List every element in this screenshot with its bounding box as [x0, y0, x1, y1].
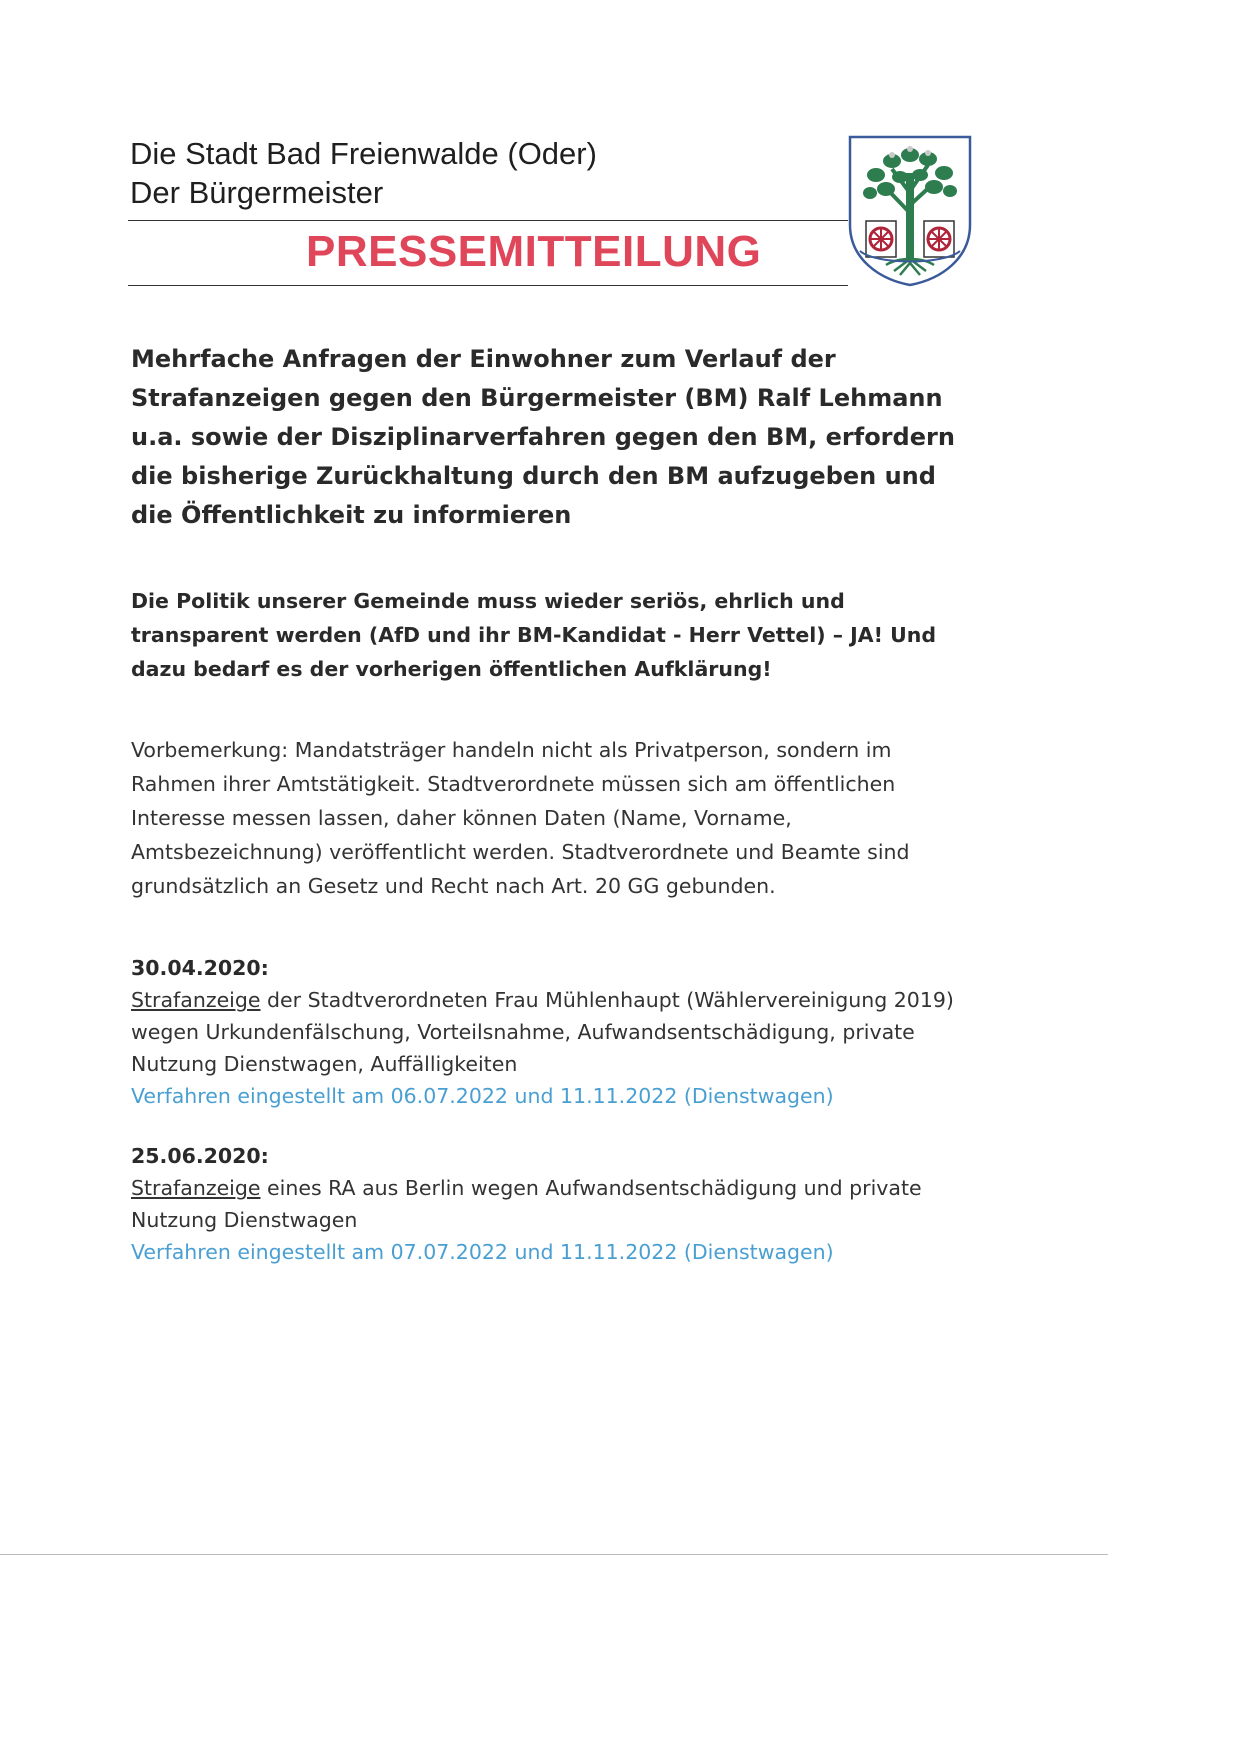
subheadline: Die Politik unserer Gemeinde muss wieder seriös, ehrlich und transparent werden (AfD und ihr BM-Kandidat - Herr Vettel) – JA! Und dazu bedarf es der vorherigen öffentlichen Aufklärung!	[131, 589, 937, 681]
entry-date: 30.04.2020:	[131, 956, 269, 980]
entry-description	[131, 984, 981, 1080]
page-edge-rule	[0, 1554, 1108, 1555]
entry-text: der Stadtverordneten Frau Mühlenhaupt (Wählervereinigung 2019) wegen Urkundenfälschung, Vorteilsnahme, Aufwandsentschädigung, private Nutzung Dienstwagen, Auffälligkeiten	[131, 988, 954, 1076]
header-rule-bottom	[128, 285, 848, 286]
coat-of-arms-icon	[846, 133, 974, 288]
entry-description	[131, 1172, 981, 1236]
timeline-entry	[131, 1140, 981, 1268]
entry-label: Strafanzeige	[131, 1176, 261, 1200]
timeline-entry	[131, 952, 981, 1112]
header-rule-top	[128, 220, 848, 221]
entry-text: eines RA aus Berlin wegen Aufwandsentschädigung und private Nutzung Dienstwagen	[131, 1176, 922, 1232]
org-name: Die Stadt Bad Freienwalde (Oder)	[130, 136, 597, 171]
entry-status: Verfahren eingestellt am 07.07.2022 und 11.11.2022 (Dienstwagen)	[131, 1240, 834, 1264]
entry-status: Verfahren eingestellt am 06.07.2022 und 11.11.2022 (Dienstwagen)	[131, 1084, 834, 1108]
press-release-title: PRESSEMITTEILUNG	[306, 227, 762, 276]
entry-date: 25.06.2020:	[131, 1144, 269, 1168]
intro-paragraph: Vorbemerkung: Mandatsträger handeln nicht als Privatperson, sondern im Rahmen ihrer Amtstätigkeit. Stadtverordnete müssen sich am öffentlichen Interesse messen lassen, daher können Daten (Name, Vorname, Amtsbezeichnung) veröffentlicht werden. Stadtverordnete und Beamte sind grundsätzlich an Gesetz und Recht nach Art. 20 GG gebunden.	[131, 738, 910, 898]
headline: Mehrfache Anfragen der Einwohner zum Verlauf der Strafanzeigen gegen den Bürgermeister (BM) Ralf Lehmann u.a. sowie der Disziplinarverfahren gegen den BM, erfordern die bisherige Zurückhaltung durch den BM aufzugeben und die Öffentlichkeit zu informieren	[131, 345, 955, 529]
org-subtitle: Der Bürgermeister	[130, 175, 384, 210]
entry-label: Strafanzeige	[131, 988, 261, 1012]
